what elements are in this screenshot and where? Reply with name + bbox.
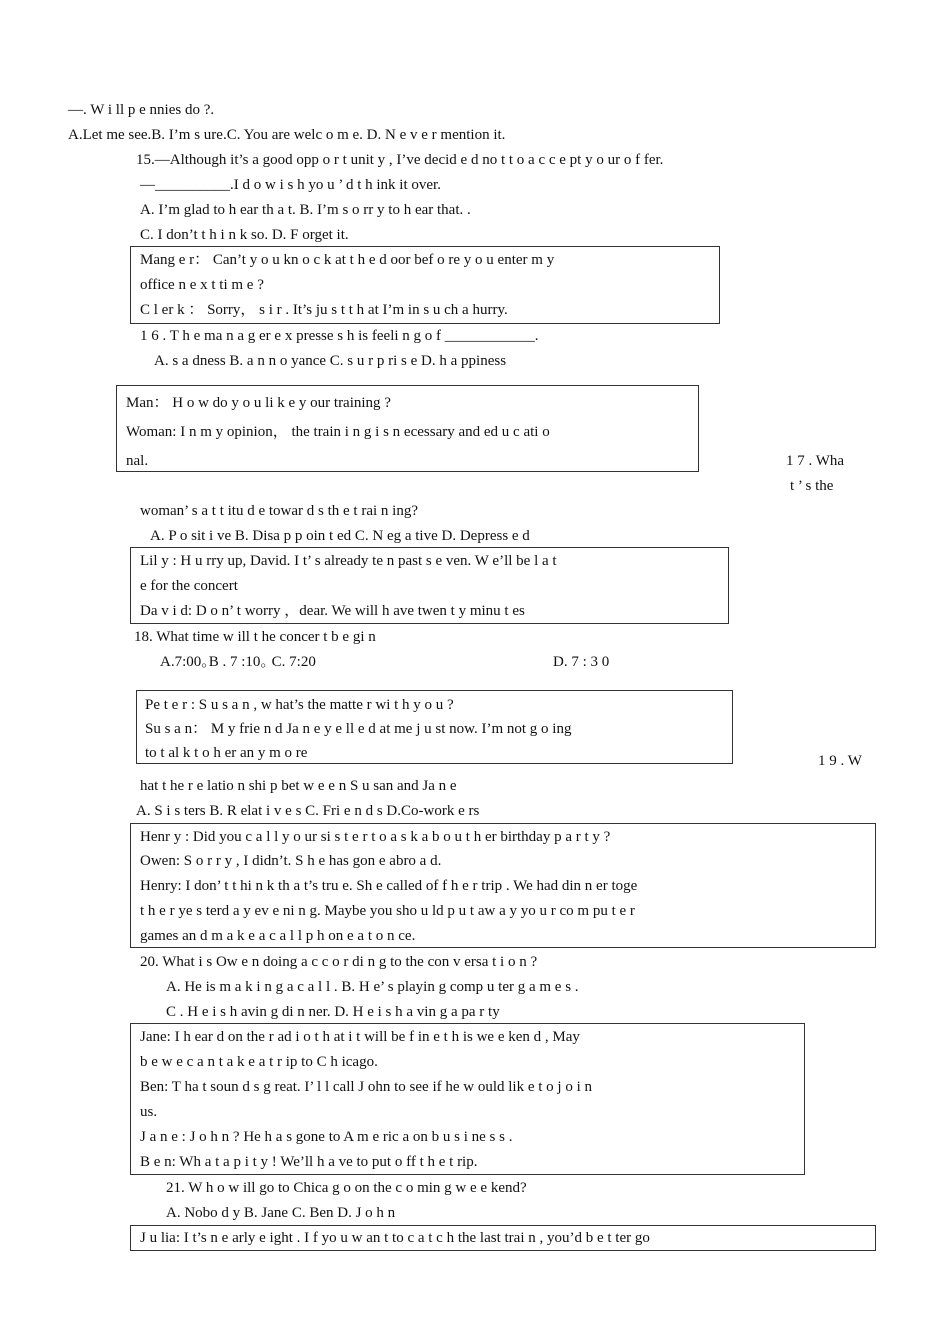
q20-options-ab: A. He is m a k i n g a c a l l . B. H e’ s playin g comp u ter g a m e s . [166, 979, 579, 995]
box2-line1: Man： H o w do y o u li k e y our training ? [126, 395, 391, 411]
box1-line2: office n e x t ti m e ? [140, 277, 264, 293]
q15-dialog: —__________.I d o w i s h yo u ’ d t h ink it over. [140, 177, 441, 193]
q18-options-abc: A.7:00｡B . 7 :10｡ C. 7:20 [160, 654, 316, 670]
box3-line3: Da v i d: D o n’ t worry ，dear. We will h ave twen t y minu t es [140, 603, 525, 619]
box7-line1: J u lia: I t’s n e arly e ight . I f yo u w an t to c a t c h the last trai n , you’d b e t ter go [140, 1230, 650, 1246]
box5-line3: Henry: I don’ t t hi n k th a t’s tru e. Sh e called of f h e r trip . We had din n er toge [140, 878, 638, 894]
q21-options: A. Nobo d y B. Jane C. Ben D. J o h n [166, 1205, 396, 1221]
q19-question: hat t he r e latio n shi p bet w e e n S u san and Ja n e [140, 778, 457, 794]
q17-number: 1 7 . Wha [786, 453, 845, 469]
q18-option-d: D. 7 : 3 0 [553, 654, 610, 670]
box4-line3: to t al k t o h er an y m o re [145, 745, 308, 761]
box4-line2: Su s a n： M y frie n d Ja n e y e ll e d at me j u st now. I’m not g o ing [145, 721, 572, 737]
q20-question: 20. What i s Ow e n doing a c c o r di n g to the con v ersa t i o n ? [140, 954, 538, 970]
q18-question: 18. What time w ill t he concer t b e gi n [134, 629, 376, 645]
box3-line2: e for the concert [140, 578, 238, 594]
box4-line1: Pe t e r : S u s a n , w hat’s the matte r wi t h y o u ? [145, 697, 454, 713]
box6-line4: us. [140, 1104, 158, 1120]
q17-options: A. P o sit i ve B. Disa p p oin t ed C. N eg a tive D. Depress e d [150, 528, 530, 544]
box5-line4: t h e r ye s terd a y ev e ni n g. Maybe you sho u ld p u t aw a y yo u r co m pu t e r [140, 903, 635, 919]
box5-line1: Henr y : Did you c a l l y o ur si s t e r t o a s k a b o u t h er birthday p a r t y ? [140, 829, 611, 845]
l1: —. W i ll p e nnies do ?. [68, 102, 215, 118]
q15-options-ab: A. I’m glad to h ear th a t. B. I’m s o rr y to h ear that. . [140, 202, 471, 218]
box6-line3: Ben: T ha t soun d s g reat. I’ l l call J ohn to see if he w ould lik e t o j o i n [140, 1079, 593, 1095]
box2-line2: Woman: I n m y opinion， the train i n g i s n ecessary and ed u c ati o [126, 424, 550, 440]
box1-line1: Mang e r： Can’t y o u kn o c k at t h e d oor bef o re y o u enter m y [140, 252, 555, 268]
q16-options: A. s a dness B. a n n o yance C. s u r p ri s e D. h a ppiness [154, 353, 507, 369]
q19-number: 1 9 . W [818, 753, 862, 769]
box6-line2: b e w e c a n t a k e a t r ip to C h icago. [140, 1054, 378, 1070]
q17-continued: t ’ s the [790, 478, 834, 494]
q15-question: 15.—Although it’s a good opp o r t unit y , I’ve decid e d no t t o a c c e pt y o ur o f fer. [136, 152, 664, 168]
box2-line3: nal. [126, 453, 149, 469]
q16-question: 1 6 . T h e ma n a g er e x presse s h is feeli n g o f ____________. [140, 328, 539, 344]
q21-question: 21. W h o w ill go to Chica g o on the c o min g w e e kend? [166, 1180, 527, 1196]
l2: A.Let me see.B. I’m s ure.C. You are welc o m e. D. N e v e r mention it. [68, 127, 506, 143]
box6-line6: B e n: Wh a t a p i t y ! We’ll h a ve to put o ff t h e t rip. [140, 1154, 478, 1170]
box6-line1: Jane: I h ear d on the r ad i o t h at i t will be f in e t h is we e ken d , May [140, 1029, 580, 1045]
q19-options: A. S i s ters B. R elat i v e s C. Fri e n d s D.Co-work e rs [136, 803, 480, 819]
box5-line5: games an d m a k e a c a l l p h on e a t o n ce. [140, 928, 416, 944]
box3-line1: Lil y : H u rry up, David. I t’ s already te n past s e ven. W e’ll be l a t [140, 553, 557, 569]
box6-line5: J a n e : J o h n ? He h a s gone to A m e ric a on b u s i ne s s . [140, 1129, 513, 1145]
q17-question: woman’ s a t t itu d e towar d s th e t rai n ing? [140, 503, 418, 519]
q15-options-cd: C. I don’t t h i n k so. D. F orget it. [140, 227, 349, 243]
q20-options-cd: C . H e i s h avin g di n ner. D. H e i s h a vin g a pa r ty [166, 1004, 500, 1020]
box5-line2: Owen: S o r r y , I didn’t. S h e has gon e abro a d. [140, 853, 442, 869]
box1-line3: C l er k ： Sorry， s i r . It’s ju s t t h at I’m in s u ch a hurry. [140, 302, 508, 318]
